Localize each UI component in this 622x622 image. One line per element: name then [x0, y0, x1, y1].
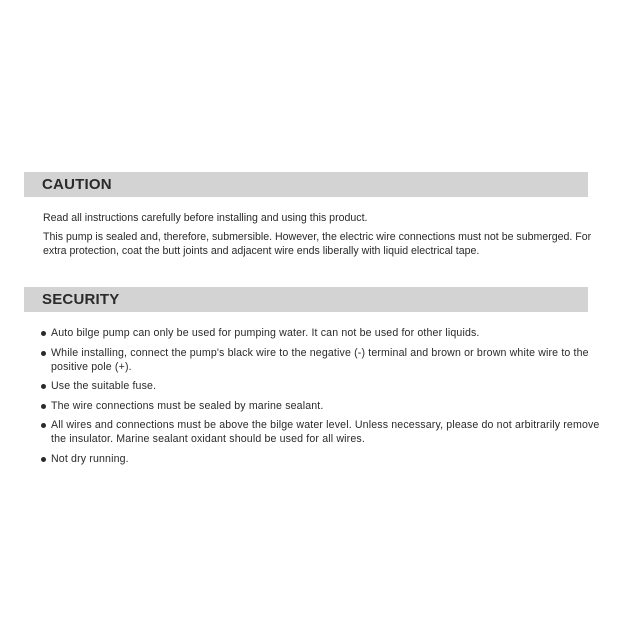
bullet-icon — [41, 404, 46, 409]
security-list-item — [41, 346, 601, 374]
bullet-icon — [41, 384, 46, 389]
security-list-item — [41, 399, 601, 413]
security-list-item — [41, 326, 601, 340]
security-item-text: Use the suitable fuse. — [51, 380, 157, 392]
caution-paragraph-2: This pump is sealed and, therefore, submersible. However, the electric wire connections must not be submerged. For extra protection, coat the butt joints and adjacent wire ends liberally with liquid electrical tape. — [43, 231, 592, 257]
security-item-text: Auto bilge pump can only be used for pumping water. It can not be used for other liquids. — [51, 327, 480, 339]
security-item-text: While installing, connect the pump's black wire to the negative (-) terminal and brown or brown white wire to the positive pole (+). — [51, 346, 589, 373]
security-list-item — [41, 418, 601, 446]
security-item-text: The wire connections must be sealed by marine sealant. — [51, 399, 324, 412]
security-section-header — [24, 287, 588, 312]
caution-section-header — [24, 172, 588, 197]
security-title: SECURITY — [42, 291, 120, 308]
security-list-item — [41, 452, 601, 466]
security-item-text: All wires and connections must be above the bilge water level. Unless necessary, please do not arbitrarily remove the insulator. Marine sealant oxidant should be used for all wires. — [51, 419, 600, 445]
bullet-icon — [41, 457, 46, 462]
caution-paragraph-1: Read all instructions carefully before installing and using this product. — [43, 212, 368, 224]
security-item-text: Not dry running. — [51, 452, 129, 465]
security-bullet-list — [41, 326, 601, 471]
bullet-icon — [41, 351, 46, 356]
bullet-icon — [41, 331, 46, 336]
bullet-icon — [41, 423, 46, 428]
security-list-item — [41, 379, 601, 393]
caution-title: CAUTION — [42, 176, 112, 193]
